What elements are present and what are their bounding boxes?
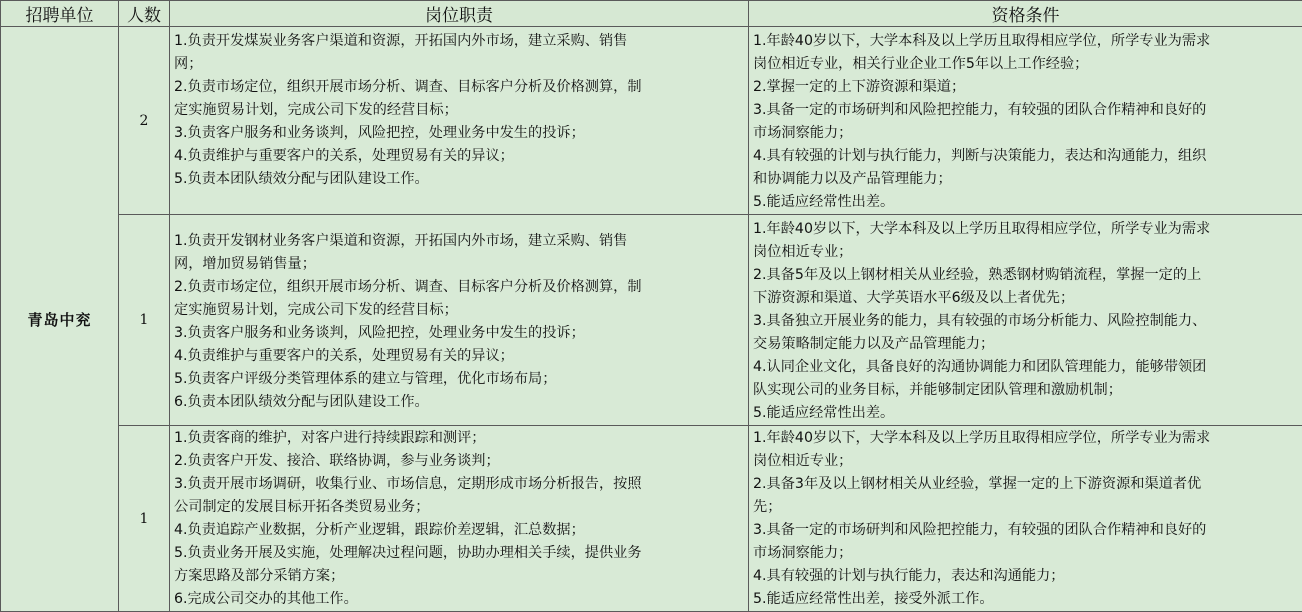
qualification-line: 岗位相近专业； [753, 450, 1300, 473]
row-duties [170, 215, 749, 426]
duty-line: 5.负责本团队绩效分配与团队建设工作。 [174, 168, 746, 191]
qualification-line: 2.具备5年及以上钢材相关从业经验，熟悉钢材购销流程，掌握一定的上 [753, 264, 1300, 287]
duty-line: 4.负责追踪产业数据，分析产业逻辑，跟踪价差逻辑，汇总数据； [174, 519, 746, 542]
qualification-line: 3.具备一定的市场研判和风险把控能力，有较强的团队合作精神和良好的 [753, 519, 1300, 542]
duty-line: 1.负责开发煤炭业务客户渠道和资源，开拓国内外市场，建立采购、销售 [174, 30, 746, 53]
header-unit: 招聘单位 [1, 1, 119, 27]
header-row [1, 1, 1302, 27]
duty-line: 1.负责开发钢材业务客户渠道和资源，开拓国内外市场，建立采购、销售 [174, 230, 746, 253]
qualification-line: 5.能适应经常性出差。 [753, 191, 1300, 214]
header-count: 人数 [119, 1, 170, 27]
qualification-line: 和协调能力以及产品管理能力； [753, 168, 1300, 191]
duty-line: 网； [174, 53, 746, 76]
duty-line: 2.负责市场定位，组织开展市场分析、调查、目标客户分析及价格测算，制 [174, 276, 746, 299]
qualification-line: 3.具备独立开展业务的能力，具有较强的市场分析能力、风险控制能力、 [753, 310, 1300, 333]
row-qualifications [749, 426, 1302, 612]
qualification-line: 2.具备3年及以上钢材相关从业经验，掌握一定的上下游资源和渠道者优 [753, 473, 1300, 496]
duty-line: 4.负责维护与重要客户的关系，处理贸易有关的异议； [174, 345, 746, 368]
duty-line: 3.负责客户服务和业务谈判，风险把控，处理业务中发生的投诉； [174, 122, 746, 145]
header-qualifications: 资格条件 [749, 1, 1302, 27]
qualification-line: 下游资源和渠道、大学英语水平6级及以上者优先； [753, 287, 1300, 310]
duty-line: 5.负责业务开展及实施，处理解决过程问题，协助办理相关手续，提供业务 [174, 542, 746, 565]
duty-line: 2.负责客户开发、接洽、联络协调，参与业务谈判； [174, 450, 746, 473]
table-row [1, 426, 1302, 612]
header-duties: 岗位职责 [170, 1, 749, 27]
duty-line: 定实施贸易计划，完成公司下发的经营目标； [174, 99, 746, 122]
qualification-line: 3.具备一定的市场研判和风险把控能力，有较强的团队合作精神和良好的 [753, 99, 1300, 122]
duty-line: 6.完成公司交办的其他工作。 [174, 588, 746, 611]
row-qualifications [749, 27, 1302, 215]
qualification-line: 4.具有较强的计划与执行能力，表达和沟通能力； [753, 565, 1300, 588]
qualification-line: 2.掌握一定的上下游资源和渠道； [753, 76, 1300, 99]
qualification-line: 1.年龄40岁以下，大学本科及以上学历且取得相应学位，所学专业为需求 [753, 427, 1300, 450]
unit-name: 青岛中兖 [1, 27, 119, 612]
qualification-line: 4.认同企业文化，具备良好的沟通协调能力和团队管理能力，能够带领团 [753, 356, 1300, 379]
duty-line: 6.负责本团队绩效分配与团队建设工作。 [174, 391, 746, 414]
table-row [1, 215, 1302, 426]
duty-line: 4.负责维护与重要客户的关系，处理贸易有关的异议； [174, 145, 746, 168]
qualification-line: 5.能适应经常性出差，接受外派工作。 [753, 588, 1300, 611]
qualification-line: 先； [753, 496, 1300, 519]
qualification-line: 岗位相近专业，相关行业企业工作5年以上工作经验； [753, 53, 1300, 76]
row-duties [170, 27, 749, 215]
table-row [1, 27, 1302, 215]
qualification-line: 交易策略制定能力以及产品管理能力； [753, 333, 1300, 356]
duty-line: 3.负责开展市场调研，收集行业、市场信息，定期形成市场分析报告，按照 [174, 473, 746, 496]
row-qualifications [749, 215, 1302, 426]
row-duties [170, 426, 749, 612]
duty-line: 方案思路及部分采销方案； [174, 565, 746, 588]
qualification-line: 1.年龄40岁以下，大学本科及以上学历且取得相应学位，所学专业为需求 [753, 218, 1300, 241]
qualification-line: 1.年龄40岁以下，大学本科及以上学历且取得相应学位，所学专业为需求 [753, 30, 1300, 53]
qualification-line: 队实现公司的业务目标，并能够制定团队管理和激励机制； [753, 379, 1300, 402]
duty-line: 3.负责客户服务和业务谈判，风险把控，处理业务中发生的投诉； [174, 322, 746, 345]
duty-line: 定实施贸易计划，完成公司下发的经营目标； [174, 299, 746, 322]
qualification-line: 岗位相近专业； [753, 241, 1300, 264]
duty-line: 公司制定的发展目标开拓各类贸易业务； [174, 496, 746, 519]
qualification-line: 市场洞察能力； [753, 542, 1300, 565]
row-count: 1 [119, 215, 170, 426]
duty-line: 5.负责客户评级分类管理体系的建立与管理，优化市场布局； [174, 368, 746, 391]
qualification-line: 5.能适应经常性出差。 [753, 402, 1300, 425]
row-count: 1 [119, 426, 170, 612]
duty-line: 网，增加贸易销售量； [174, 253, 746, 276]
duty-line: 2.负责市场定位，组织开展市场分析、调查、目标客户分析及价格测算，制 [174, 76, 746, 99]
qualification-line: 4.具有较强的计划与执行能力，判断与决策能力，表达和沟通能力，组织 [753, 145, 1300, 168]
qualification-line: 市场洞察能力； [753, 122, 1300, 145]
row-count: 2 [119, 27, 170, 215]
duty-line: 1.负责客商的维护，对客户进行持续跟踪和测评； [174, 427, 746, 450]
